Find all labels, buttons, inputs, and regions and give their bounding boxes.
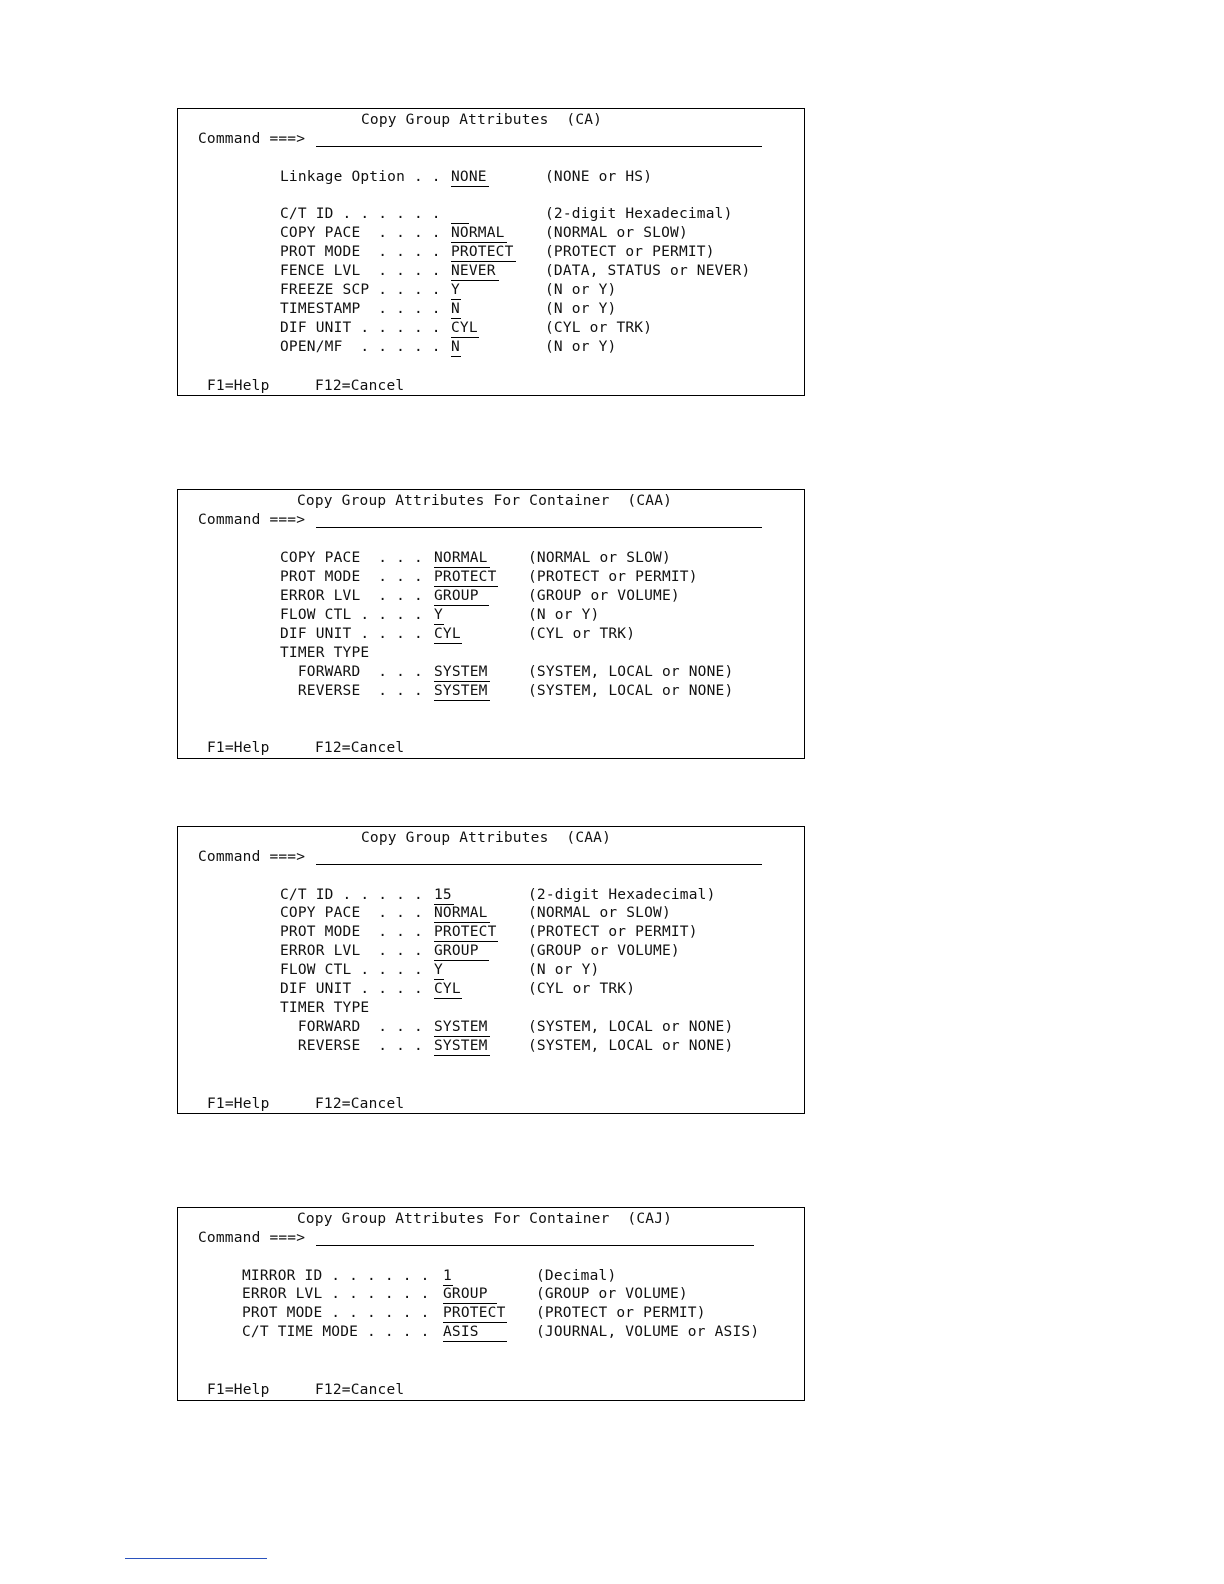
field-hint: (PROTECT or PERMIT) bbox=[545, 244, 715, 260]
field-label: C/T TIME MODE . . . . bbox=[242, 1324, 439, 1340]
command-input[interactable] bbox=[316, 146, 762, 147]
flow-ctl-field[interactable]: Y bbox=[434, 962, 443, 978]
mirror-id-field[interactable]: 1 bbox=[443, 1268, 452, 1284]
command-label: Command ===> bbox=[198, 512, 306, 528]
ct-id-field[interactable]: 15 bbox=[434, 886, 454, 905]
field-hint: (SYSTEM, LOCAL or NONE) bbox=[528, 1019, 734, 1035]
freeze-scp-field[interactable]: Y bbox=[451, 282, 460, 298]
field-hint: (DATA, STATUS or NEVER) bbox=[545, 263, 751, 279]
field-hint: (N or Y) bbox=[545, 301, 617, 317]
panel-title: Copy Group Attributes (CA) bbox=[361, 112, 603, 128]
field-label: FORWARD . . . bbox=[280, 664, 432, 680]
field-hint: (PROTECT or PERMIT) bbox=[536, 1305, 706, 1321]
field-label: OPEN/MF . . . . . bbox=[280, 339, 450, 355]
copy-pace-field[interactable]: NORMAL bbox=[434, 549, 490, 568]
field-label: ERROR LVL . . . bbox=[280, 588, 432, 604]
field-hint: (PROTECT or PERMIT) bbox=[528, 924, 698, 940]
field-hint: (GROUP or VOLUME) bbox=[528, 943, 680, 959]
field-hint: (SYSTEM, LOCAL or NONE) bbox=[528, 683, 734, 699]
field-label: C/T ID . . . . . bbox=[280, 887, 432, 903]
panel-caj bbox=[177, 1207, 805, 1401]
command-input[interactable] bbox=[316, 527, 762, 528]
prot-mode-field[interactable]: PROTECT bbox=[443, 1305, 506, 1321]
field-hint: (JOURNAL, VOLUME or ASIS) bbox=[536, 1324, 760, 1340]
ct-time-mode-field[interactable]: ASIS bbox=[443, 1323, 507, 1342]
timestamp-field[interactable]: N bbox=[451, 301, 460, 317]
field-hint: (N or Y) bbox=[545, 339, 617, 355]
field-hint: (NORMAL or SLOW) bbox=[528, 550, 671, 566]
fence-lvl-field[interactable]: NEVER bbox=[451, 262, 499, 281]
f12-cancel-key[interactable]: F12=Cancel bbox=[315, 1382, 405, 1398]
panel-caa bbox=[177, 826, 805, 1114]
field-label: COPY PACE . . . bbox=[280, 905, 432, 921]
field-label: Linkage Option . . bbox=[280, 169, 450, 185]
field-label: FLOW CTL . . . . bbox=[280, 607, 432, 623]
f12-cancel-key[interactable]: F12=Cancel bbox=[315, 740, 405, 756]
dif-unit-field[interactable]: CYL bbox=[434, 626, 461, 642]
field-hint: (Decimal) bbox=[536, 1268, 617, 1284]
panel-ca bbox=[177, 108, 805, 396]
field-hint: (N or Y) bbox=[528, 962, 600, 978]
field-hint: (2-digit Hexadecimal) bbox=[528, 887, 716, 903]
f1-help-key[interactable]: F1=Help bbox=[207, 1096, 270, 1112]
field-label: DIF UNIT . . . . bbox=[280, 981, 432, 997]
command-label: Command ===> bbox=[198, 1230, 306, 1246]
field-hint: (N or Y) bbox=[545, 282, 617, 298]
f1-help-key[interactable]: F1=Help bbox=[207, 740, 270, 756]
field-label: PROT MODE . . . bbox=[280, 924, 432, 940]
field-label: FLOW CTL . . . . bbox=[280, 962, 432, 978]
field-hint: (NONE or HS) bbox=[545, 169, 653, 185]
field-hint: (CYL or TRK) bbox=[528, 981, 636, 997]
footnote-separator bbox=[125, 1558, 267, 1559]
dif-unit-field[interactable]: CYL bbox=[451, 320, 478, 336]
field-label: COPY PACE . . . bbox=[280, 550, 432, 566]
f1-help-key[interactable]: F1=Help bbox=[207, 1382, 270, 1398]
field-label: ERROR LVL . . . bbox=[280, 943, 432, 959]
command-input[interactable] bbox=[316, 864, 762, 865]
field-label: REVERSE . . . bbox=[280, 683, 432, 699]
panel-title: Copy Group Attributes For Container (CAJ) bbox=[297, 1211, 673, 1227]
field-label: REVERSE . . . bbox=[280, 1038, 432, 1054]
field-hint: (NORMAL or SLOW) bbox=[545, 225, 688, 241]
field-label: FENCE LVL . . . . bbox=[280, 263, 450, 279]
panel-title: Copy Group Attributes For Container (CAA) bbox=[297, 493, 673, 509]
copy-pace-field[interactable]: NORMAL bbox=[434, 904, 490, 923]
timer-reverse-field[interactable]: SYSTEM bbox=[434, 1037, 490, 1056]
f1-help-key[interactable]: F1=Help bbox=[207, 378, 270, 394]
f12-cancel-key[interactable]: F12=Cancel bbox=[315, 1096, 405, 1112]
field-label: COPY PACE . . . . bbox=[280, 225, 450, 241]
panel-caa-container bbox=[177, 489, 805, 759]
prot-mode-field[interactable]: PROTECT bbox=[451, 243, 516, 262]
field-label: PROT MODE . . . . bbox=[280, 244, 450, 260]
timer-forward-field[interactable]: SYSTEM bbox=[434, 663, 490, 682]
field-hint: (PROTECT or PERMIT) bbox=[528, 569, 698, 585]
field-hint: (SYSTEM, LOCAL or NONE) bbox=[528, 664, 734, 680]
prot-mode-field[interactable]: PROTECT bbox=[434, 569, 497, 585]
field-hint: (N or Y) bbox=[528, 607, 600, 623]
panel-title: Copy Group Attributes (CAA) bbox=[361, 830, 612, 846]
open-mf-field[interactable]: N bbox=[451, 339, 460, 355]
command-label: Command ===> bbox=[198, 131, 306, 147]
field-label: PROT MODE . . . . . . bbox=[242, 1305, 439, 1321]
prot-mode-field[interactable]: PROTECT bbox=[434, 924, 497, 940]
command-label: Command ===> bbox=[198, 849, 306, 865]
field-label: FORWARD . . . bbox=[280, 1019, 432, 1035]
error-lvl-field[interactable]: GROUP bbox=[434, 587, 489, 606]
field-hint: (CYL or TRK) bbox=[528, 626, 636, 642]
copy-pace-field[interactable]: NORMAL bbox=[451, 224, 507, 243]
field-label: FREEZE SCP . . . . bbox=[280, 282, 450, 298]
field-label: PROT MODE . . . bbox=[280, 569, 432, 585]
field-hint: (NORMAL or SLOW) bbox=[528, 905, 671, 921]
error-lvl-field[interactable]: GROUP bbox=[434, 942, 489, 961]
field-label: TIMESTAMP . . . . bbox=[280, 301, 450, 317]
dif-unit-field[interactable]: CYL bbox=[434, 981, 461, 997]
field-hint: (GROUP or VOLUME) bbox=[536, 1286, 688, 1302]
f12-cancel-key[interactable]: F12=Cancel bbox=[315, 378, 405, 394]
timer-type-label: TIMER TYPE bbox=[280, 1000, 370, 1016]
field-hint: (CYL or TRK) bbox=[545, 320, 653, 336]
timer-type-label: TIMER TYPE bbox=[280, 645, 370, 661]
field-label: ERROR LVL . . . . . . bbox=[242, 1286, 439, 1302]
field-hint: (SYSTEM, LOCAL or NONE) bbox=[528, 1038, 734, 1054]
timer-reverse-field[interactable]: SYSTEM bbox=[434, 682, 490, 701]
field-label: DIF UNIT . . . . . bbox=[280, 320, 450, 336]
error-lvl-field[interactable]: GROUP bbox=[443, 1285, 497, 1304]
field-label: MIRROR ID . . . . . . bbox=[242, 1268, 439, 1284]
field-label: C/T ID . . . . . . bbox=[280, 206, 450, 222]
timer-forward-field[interactable]: SYSTEM bbox=[434, 1018, 490, 1037]
ct-id-field[interactable] bbox=[451, 205, 469, 224]
field-label: DIF UNIT . . . . bbox=[280, 626, 432, 642]
flow-ctl-field[interactable]: Y bbox=[434, 607, 443, 623]
field-hint: (GROUP or VOLUME) bbox=[528, 588, 680, 604]
field-hint: (2-digit Hexadecimal) bbox=[545, 206, 733, 222]
command-input[interactable] bbox=[316, 1245, 754, 1246]
linkage-option-field[interactable]: NONE bbox=[451, 168, 489, 187]
